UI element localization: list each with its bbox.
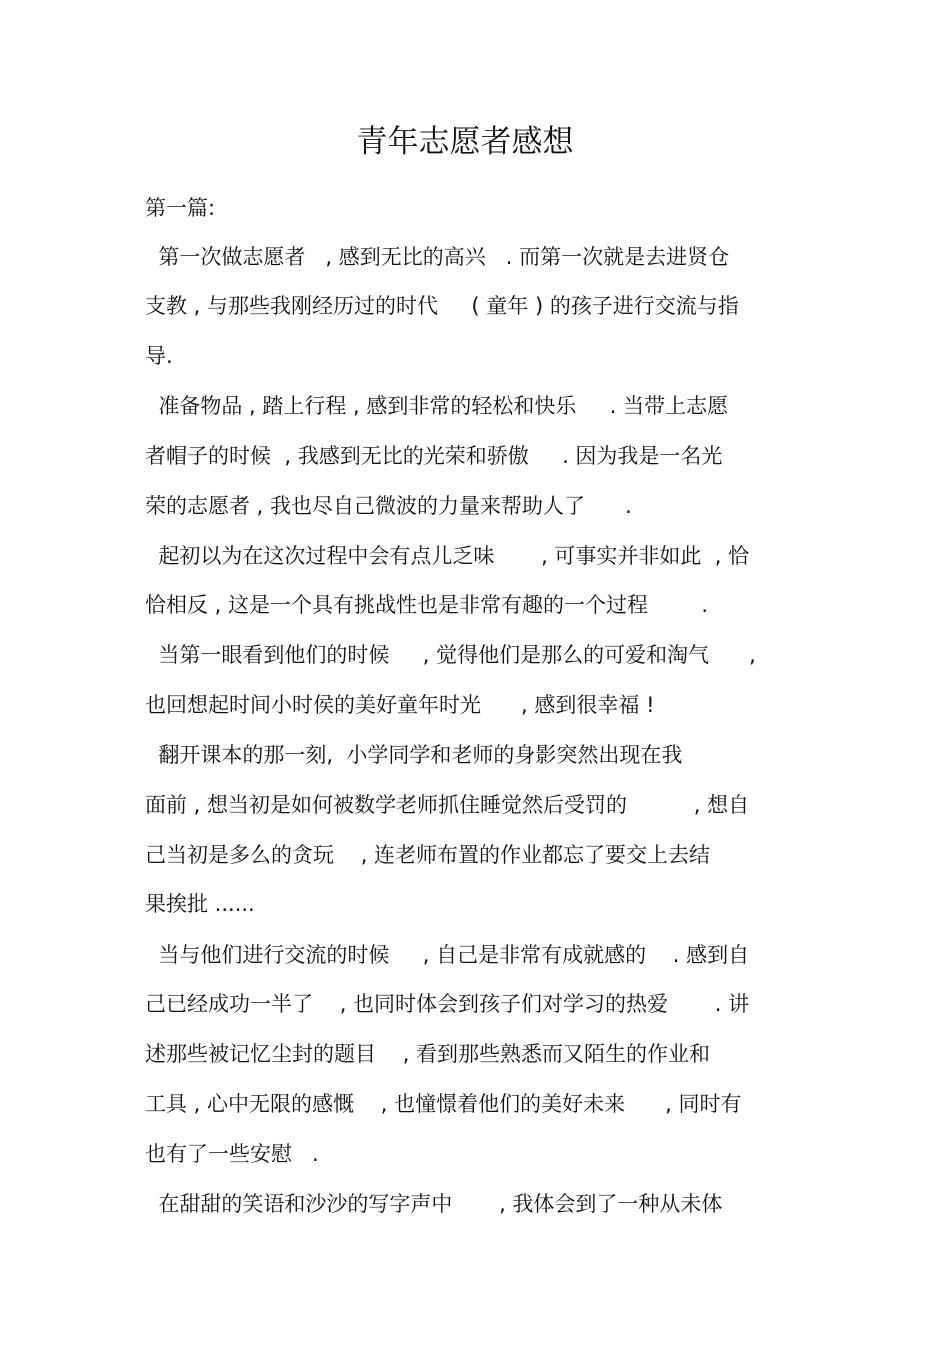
text-line: 己当初是多么的贪玩 , 连老师布置的作业都忘了要交上去结: [145, 843, 711, 867]
document-title: 青年志愿者感想: [356, 124, 574, 160]
text-line: 己已经成功一半了 , 也同时体会到孩子们对学习的热爱 . 讲: [145, 992, 750, 1016]
text-line: 恰相反 , 这是一个具有挑战性也是非常有趣的一个过程 .: [145, 593, 709, 617]
text-line: 荣的志愿者 , 我也尽自己微波的力量来帮助人了 .: [145, 494, 632, 518]
text-line: 也回想起时间小时侯的美好童年时光 , 感到很幸福 !: [145, 693, 655, 717]
text-line: 者帽子的时候 , 我感到无比的光荣和骄傲 . 因为我是一名光: [145, 444, 723, 468]
text-line: 第一次做志愿者 , 感到无比的高兴 . 而第一次就是去进贤仓: [145, 245, 730, 269]
text-line: 准备物品 , 踏上行程 , 感到非常的轻松和快乐 . 当带上志愿: [145, 394, 729, 418]
text-line: 支教 , 与那些我刚经历过的时代 ( 童年 ) 的孩子进行交流与指: [145, 294, 739, 318]
text-line: 当第一眼看到他们的时候 , 觉得他们是那么的可爱和淘气 ,: [145, 643, 756, 667]
text-line: 面前 , 想当初是如何被数学老师抓住睡觉然后受罚的 , 想自: [145, 793, 750, 817]
text-line: 述那些被记忆尘封的题目 , 看到那些熟悉而又陌生的作业和: [145, 1042, 711, 1066]
text-line: 也有了一些安慰 .: [145, 1142, 319, 1166]
text-line: 果挨批 ......: [145, 892, 255, 916]
text-line: 当与他们进行交流的时候 , 自己是非常有成就感的 . 感到自: [145, 943, 750, 967]
text-line: 在甜甜的笑语和沙沙的写字声中 , 我体会到了一种从未体: [145, 1192, 723, 1216]
text-line: 导.: [145, 344, 173, 368]
text-line: 翻开课本的那一刻, 小学同学和老师的身影突然出现在我: [145, 743, 683, 767]
text-line: 起初以为在这次过程中会有点儿乏味 , 可事实并非如此 , 恰: [145, 544, 750, 568]
section-heading: 第一篇:: [145, 196, 216, 220]
text-line: 工具 , 心中无限的感慨 , 也憧憬着他们的美好未来 , 同时有: [145, 1092, 742, 1116]
